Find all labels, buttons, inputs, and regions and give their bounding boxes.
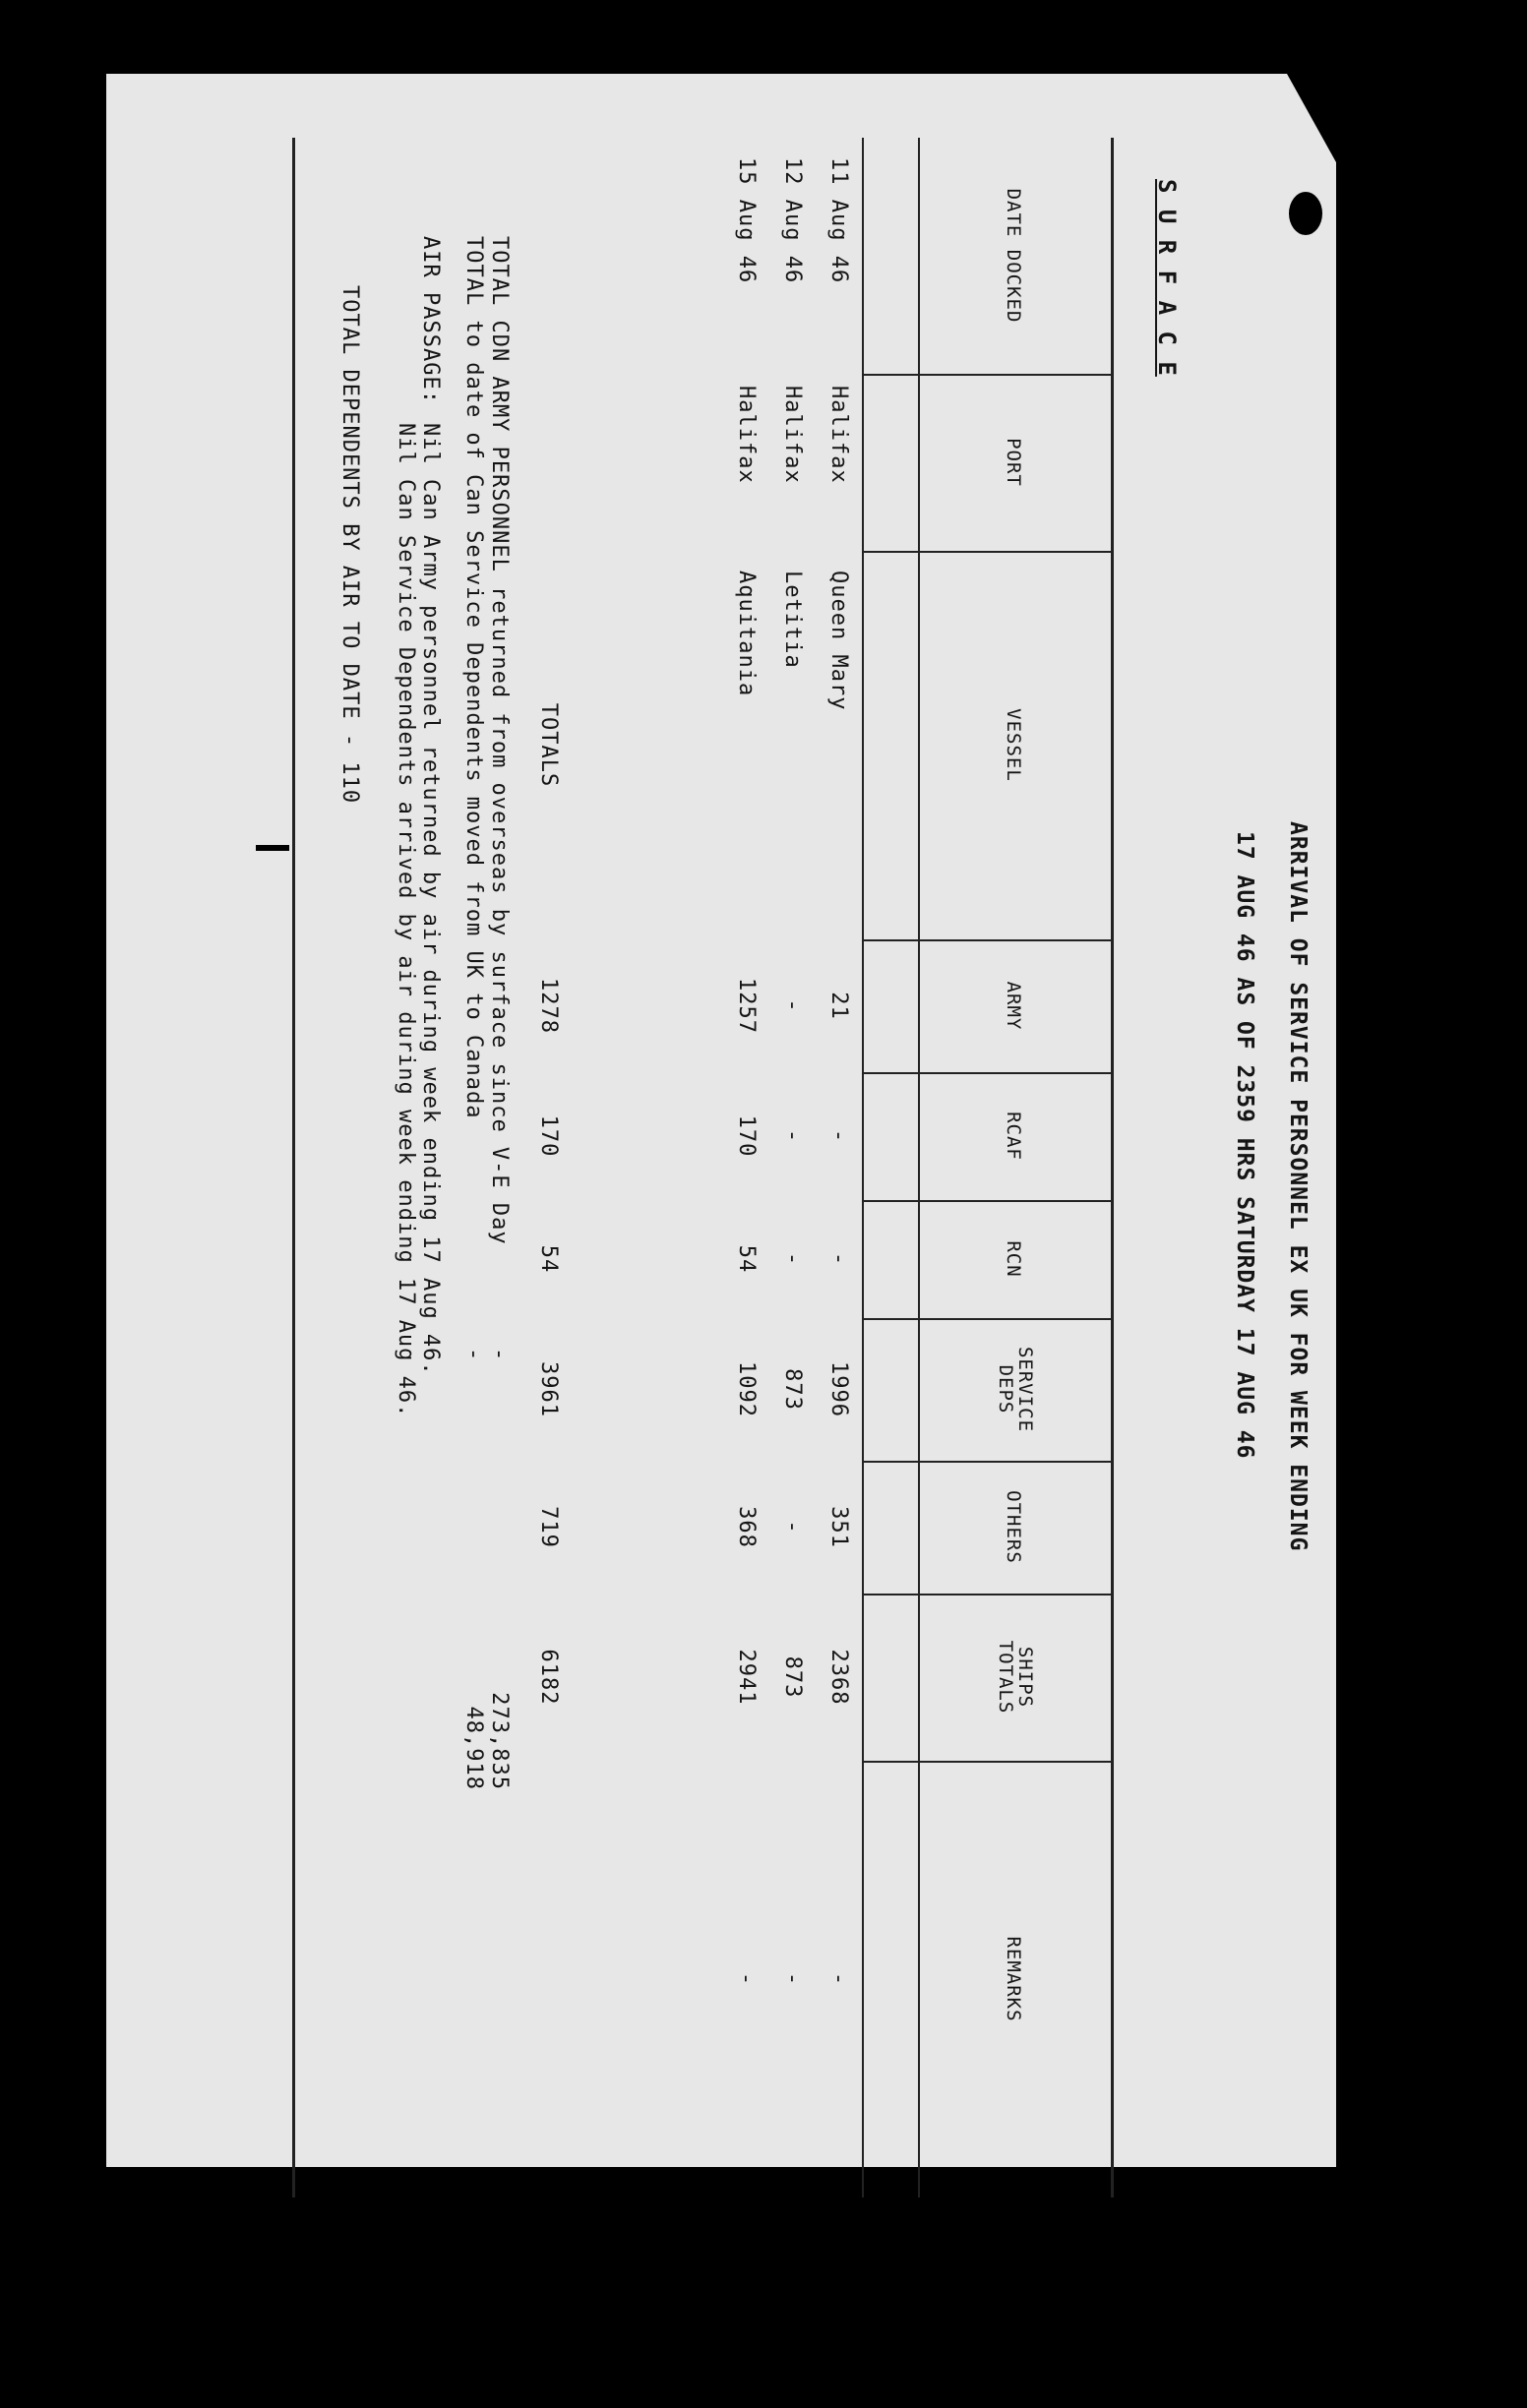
header-total-2: TOTALS — [995, 1640, 1016, 1715]
col-divider — [863, 551, 1114, 553]
cell-others: 351 — [826, 1506, 851, 1548]
cell-deps: 1092 — [734, 1361, 759, 1417]
total-others: 719 — [536, 1506, 561, 1548]
cell-deps: 873 — [780, 1368, 805, 1411]
cell-total: 873 — [780, 1656, 805, 1699]
summary-army-value: 273,835 — [487, 1692, 512, 1790]
cell-rcn: - — [780, 1251, 805, 1267]
header-rcaf: RCAF — [1003, 1112, 1024, 1161]
header-others: OTHERS — [1003, 1490, 1024, 1564]
summary-army-surface: TOTAL CDN ARMY PERSONNEL returned from overseas by surface since V-E Day — [487, 236, 512, 1245]
col-divider — [863, 1072, 1114, 1074]
title-line-2: 17 AUG 46 AS OF 2359 HRS SATURDAY 17 AUG 46 — [1232, 831, 1257, 1460]
dependents-by-air: TOTAL DEPENDENTS BY AIR TO DATE - 110 — [337, 285, 362, 805]
total-rcaf: 170 — [536, 1114, 561, 1158]
cell-rcn: 54 — [734, 1244, 759, 1274]
summary-dash: - — [487, 1348, 512, 1362]
col-divider — [863, 1594, 1114, 1595]
col-divider — [863, 1318, 1114, 1320]
cell-total: 2368 — [826, 1649, 851, 1706]
header-remarks: REMARKS — [1003, 1936, 1024, 2022]
cell-port: Halifax — [826, 386, 851, 484]
title-line-1: ARRIVAL OF SERVICE PERSONNEL EX UK FOR WEEK ENDING — [1285, 821, 1311, 1552]
cell-remarks: - — [780, 1971, 805, 1987]
cell-date: 11 Aug 46 — [826, 157, 851, 284]
cell-army: 1257 — [734, 978, 759, 1034]
header-deps-2: DEPS — [995, 1364, 1016, 1415]
col-divider — [863, 1761, 1114, 1763]
cell-army: 21 — [826, 992, 851, 1020]
cell-date: 12 Aug 46 — [780, 157, 805, 284]
cell-rcaf: 170 — [734, 1114, 759, 1158]
air-passage-line-1: Nil Can Army personnel returned by air during week ending 17 Aug 46. — [418, 423, 443, 1376]
cell-deps: 1996 — [826, 1361, 851, 1417]
section-label: S U R F A C E — [1153, 179, 1181, 377]
rotated-page — [155, 138, 1309, 2197]
col-divider — [863, 1200, 1114, 1202]
cell-total: 2941 — [734, 1649, 759, 1706]
header-port: PORT — [1003, 438, 1024, 487]
table-top-rule — [1111, 138, 1114, 2197]
header-deps-1: SERVICE — [1014, 1346, 1036, 1433]
cell-army: - — [780, 998, 805, 1013]
cell-others: 368 — [734, 1506, 759, 1548]
col-divider — [863, 1461, 1114, 1463]
header-total-1: SHIPS — [1014, 1646, 1036, 1709]
header-rcn: RCN — [1003, 1240, 1024, 1278]
cell-rcn: - — [826, 1251, 851, 1267]
cell-vessel: Letitia — [780, 571, 805, 669]
cell-date: 15 Aug 46 — [734, 157, 759, 284]
cell-port: Halifax — [780, 386, 805, 484]
cell-vessel: Queen Mary — [826, 571, 851, 711]
summary-dependents: TOTAL to date of Can Service Dependents moved from UK to Canada — [461, 236, 486, 1119]
cell-rcaf: - — [826, 1128, 851, 1144]
air-passage-line-2: Nil Can Service Dependents arrived by air during week ending 17 Aug 46. — [394, 423, 418, 1418]
cell-rcaf: - — [780, 1128, 805, 1144]
air-passage-label: AIR PASSAGE: — [418, 236, 443, 404]
table-rule-2 — [918, 138, 920, 2197]
header-army: ARMY — [1003, 981, 1024, 1031]
ink-mark — [256, 845, 289, 851]
summary-dash: - — [461, 1348, 486, 1362]
total-deps: 3961 — [536, 1361, 561, 1417]
totals-label: TOTALS — [536, 702, 561, 788]
header-date: DATE DOCKED — [1003, 188, 1024, 324]
grand-total: 6182 — [536, 1649, 561, 1706]
total-rcn: 54 — [536, 1244, 561, 1274]
summary-dependents-value: 48,918 — [461, 1706, 486, 1790]
table-bottom-rule — [292, 138, 295, 2197]
col-divider — [863, 939, 1114, 941]
cell-port: Halifax — [734, 386, 759, 484]
table-rule-3 — [862, 138, 864, 2197]
cell-others: - — [780, 1520, 805, 1535]
cell-remarks: - — [734, 1971, 759, 1987]
total-army: 1278 — [536, 978, 561, 1034]
cell-remarks: - — [826, 1971, 851, 1987]
cell-vessel: Aquitania — [734, 571, 759, 697]
col-divider — [863, 374, 1114, 376]
header-vessel: VESSEL — [1003, 708, 1024, 782]
